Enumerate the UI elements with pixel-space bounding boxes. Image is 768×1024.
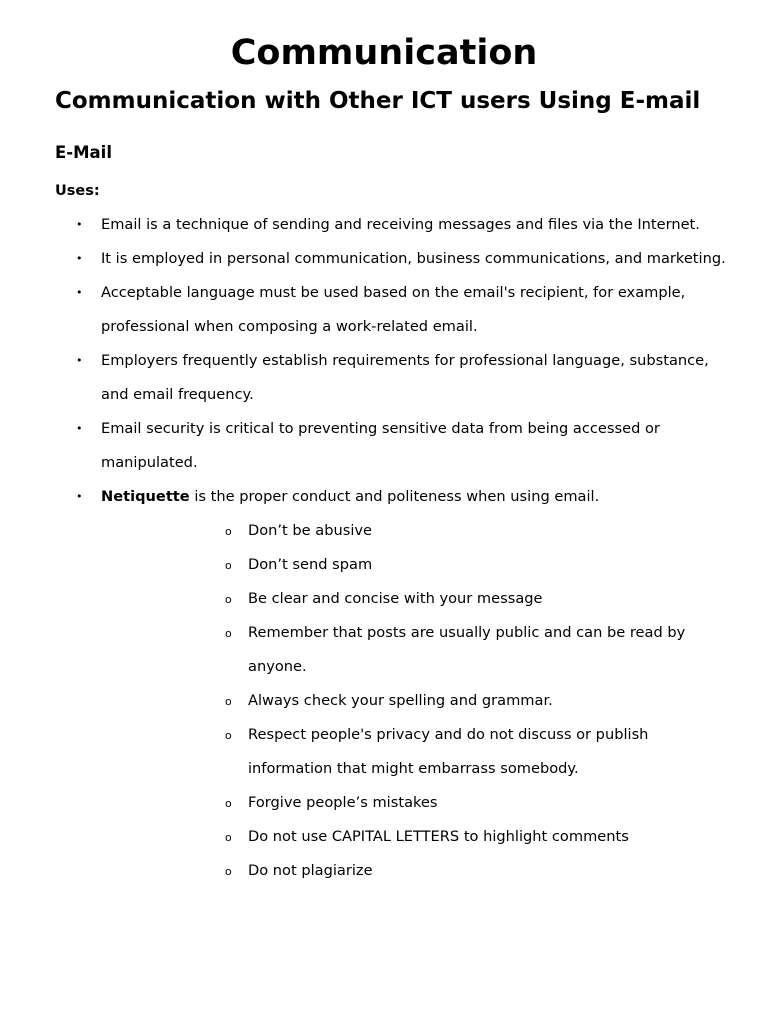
bullet-item bbox=[0, 276, 768, 344]
netiquette-item bbox=[101, 718, 728, 786]
sub-bullet-icon: o bbox=[225, 797, 232, 810]
bullet-icon: • bbox=[76, 252, 83, 265]
netiquette-item-text: Always check your spelling and grammar. bbox=[248, 692, 553, 709]
section-heading: Communication with Other ICT users Using E-mail bbox=[55, 88, 701, 114]
netiquette-item bbox=[101, 514, 728, 548]
bullet-text: Email is a technique of sending and receiving messages and files via the Internet. bbox=[101, 216, 700, 233]
document-title: Communication bbox=[230, 33, 538, 73]
bullet-item bbox=[0, 344, 768, 412]
netiquette-item-text: Do not use CAPITAL LETTERS to highlight comments bbox=[248, 828, 629, 845]
netiquette-item bbox=[101, 616, 728, 684]
netiquette-item-text: Respect people's privacy and do not discuss or publish information that might embarrass somebody. bbox=[248, 726, 649, 777]
uses-bullet-list bbox=[0, 208, 768, 888]
bullet-text: It is employed in personal communication, business communications, and marketing. bbox=[101, 250, 726, 267]
sub-bullet-icon: o bbox=[225, 729, 232, 742]
netiquette-term: Netiquette bbox=[101, 488, 190, 505]
netiquette-item-text: Be clear and concise with your message bbox=[248, 590, 543, 607]
netiquette-item-text: Don’t send spam bbox=[248, 556, 373, 573]
netiquette-sub-list bbox=[101, 514, 728, 888]
netiquette-definition: is the proper conduct and politeness when using email. bbox=[189, 488, 600, 505]
bullet-item-netiquette bbox=[0, 480, 768, 888]
netiquette-item-text: Don’t be abusive bbox=[248, 522, 373, 539]
sub-bullet-icon: o bbox=[225, 865, 232, 878]
bullet-icon: • bbox=[76, 218, 83, 231]
netiquette-item bbox=[101, 854, 728, 888]
bullet-text: Employers frequently establish requirements for professional language, substance, and email frequency. bbox=[101, 352, 709, 403]
sub-heading: E-Mail bbox=[55, 143, 112, 162]
bullet-icon: • bbox=[76, 354, 83, 367]
sub-bullet-icon: o bbox=[225, 831, 232, 844]
bullet-icon: • bbox=[76, 286, 83, 299]
bullet-item bbox=[0, 412, 768, 480]
netiquette-item bbox=[101, 786, 728, 820]
sub-bullet-icon: o bbox=[225, 593, 232, 606]
netiquette-item bbox=[101, 684, 728, 718]
netiquette-item-text: Forgive people’s mistakes bbox=[248, 794, 438, 811]
sub-bullet-icon: o bbox=[225, 559, 232, 572]
bullet-icon: • bbox=[76, 422, 83, 435]
netiquette-item bbox=[101, 582, 728, 616]
sub-bullet-icon: o bbox=[225, 695, 232, 708]
netiquette-item-text: Remember that posts are usually public and can be read by anyone. bbox=[248, 624, 686, 675]
sub-bullet-icon: o bbox=[225, 525, 232, 538]
bullet-item bbox=[0, 208, 768, 242]
netiquette-item bbox=[101, 820, 728, 854]
uses-label: Uses: bbox=[55, 183, 100, 199]
bullet-text: Email security is critical to preventing sensitive data from being accessed or manipulated. bbox=[101, 420, 660, 471]
sub-bullet-icon: o bbox=[225, 627, 232, 640]
netiquette-item-text: Do not plagiarize bbox=[248, 862, 373, 879]
bullet-item bbox=[0, 242, 768, 276]
bullet-text: Acceptable language must be used based on the email's recipient, for example, professional when composing a work-related email. bbox=[101, 284, 686, 335]
netiquette-item bbox=[101, 548, 728, 582]
bullet-icon: • bbox=[76, 490, 83, 503]
